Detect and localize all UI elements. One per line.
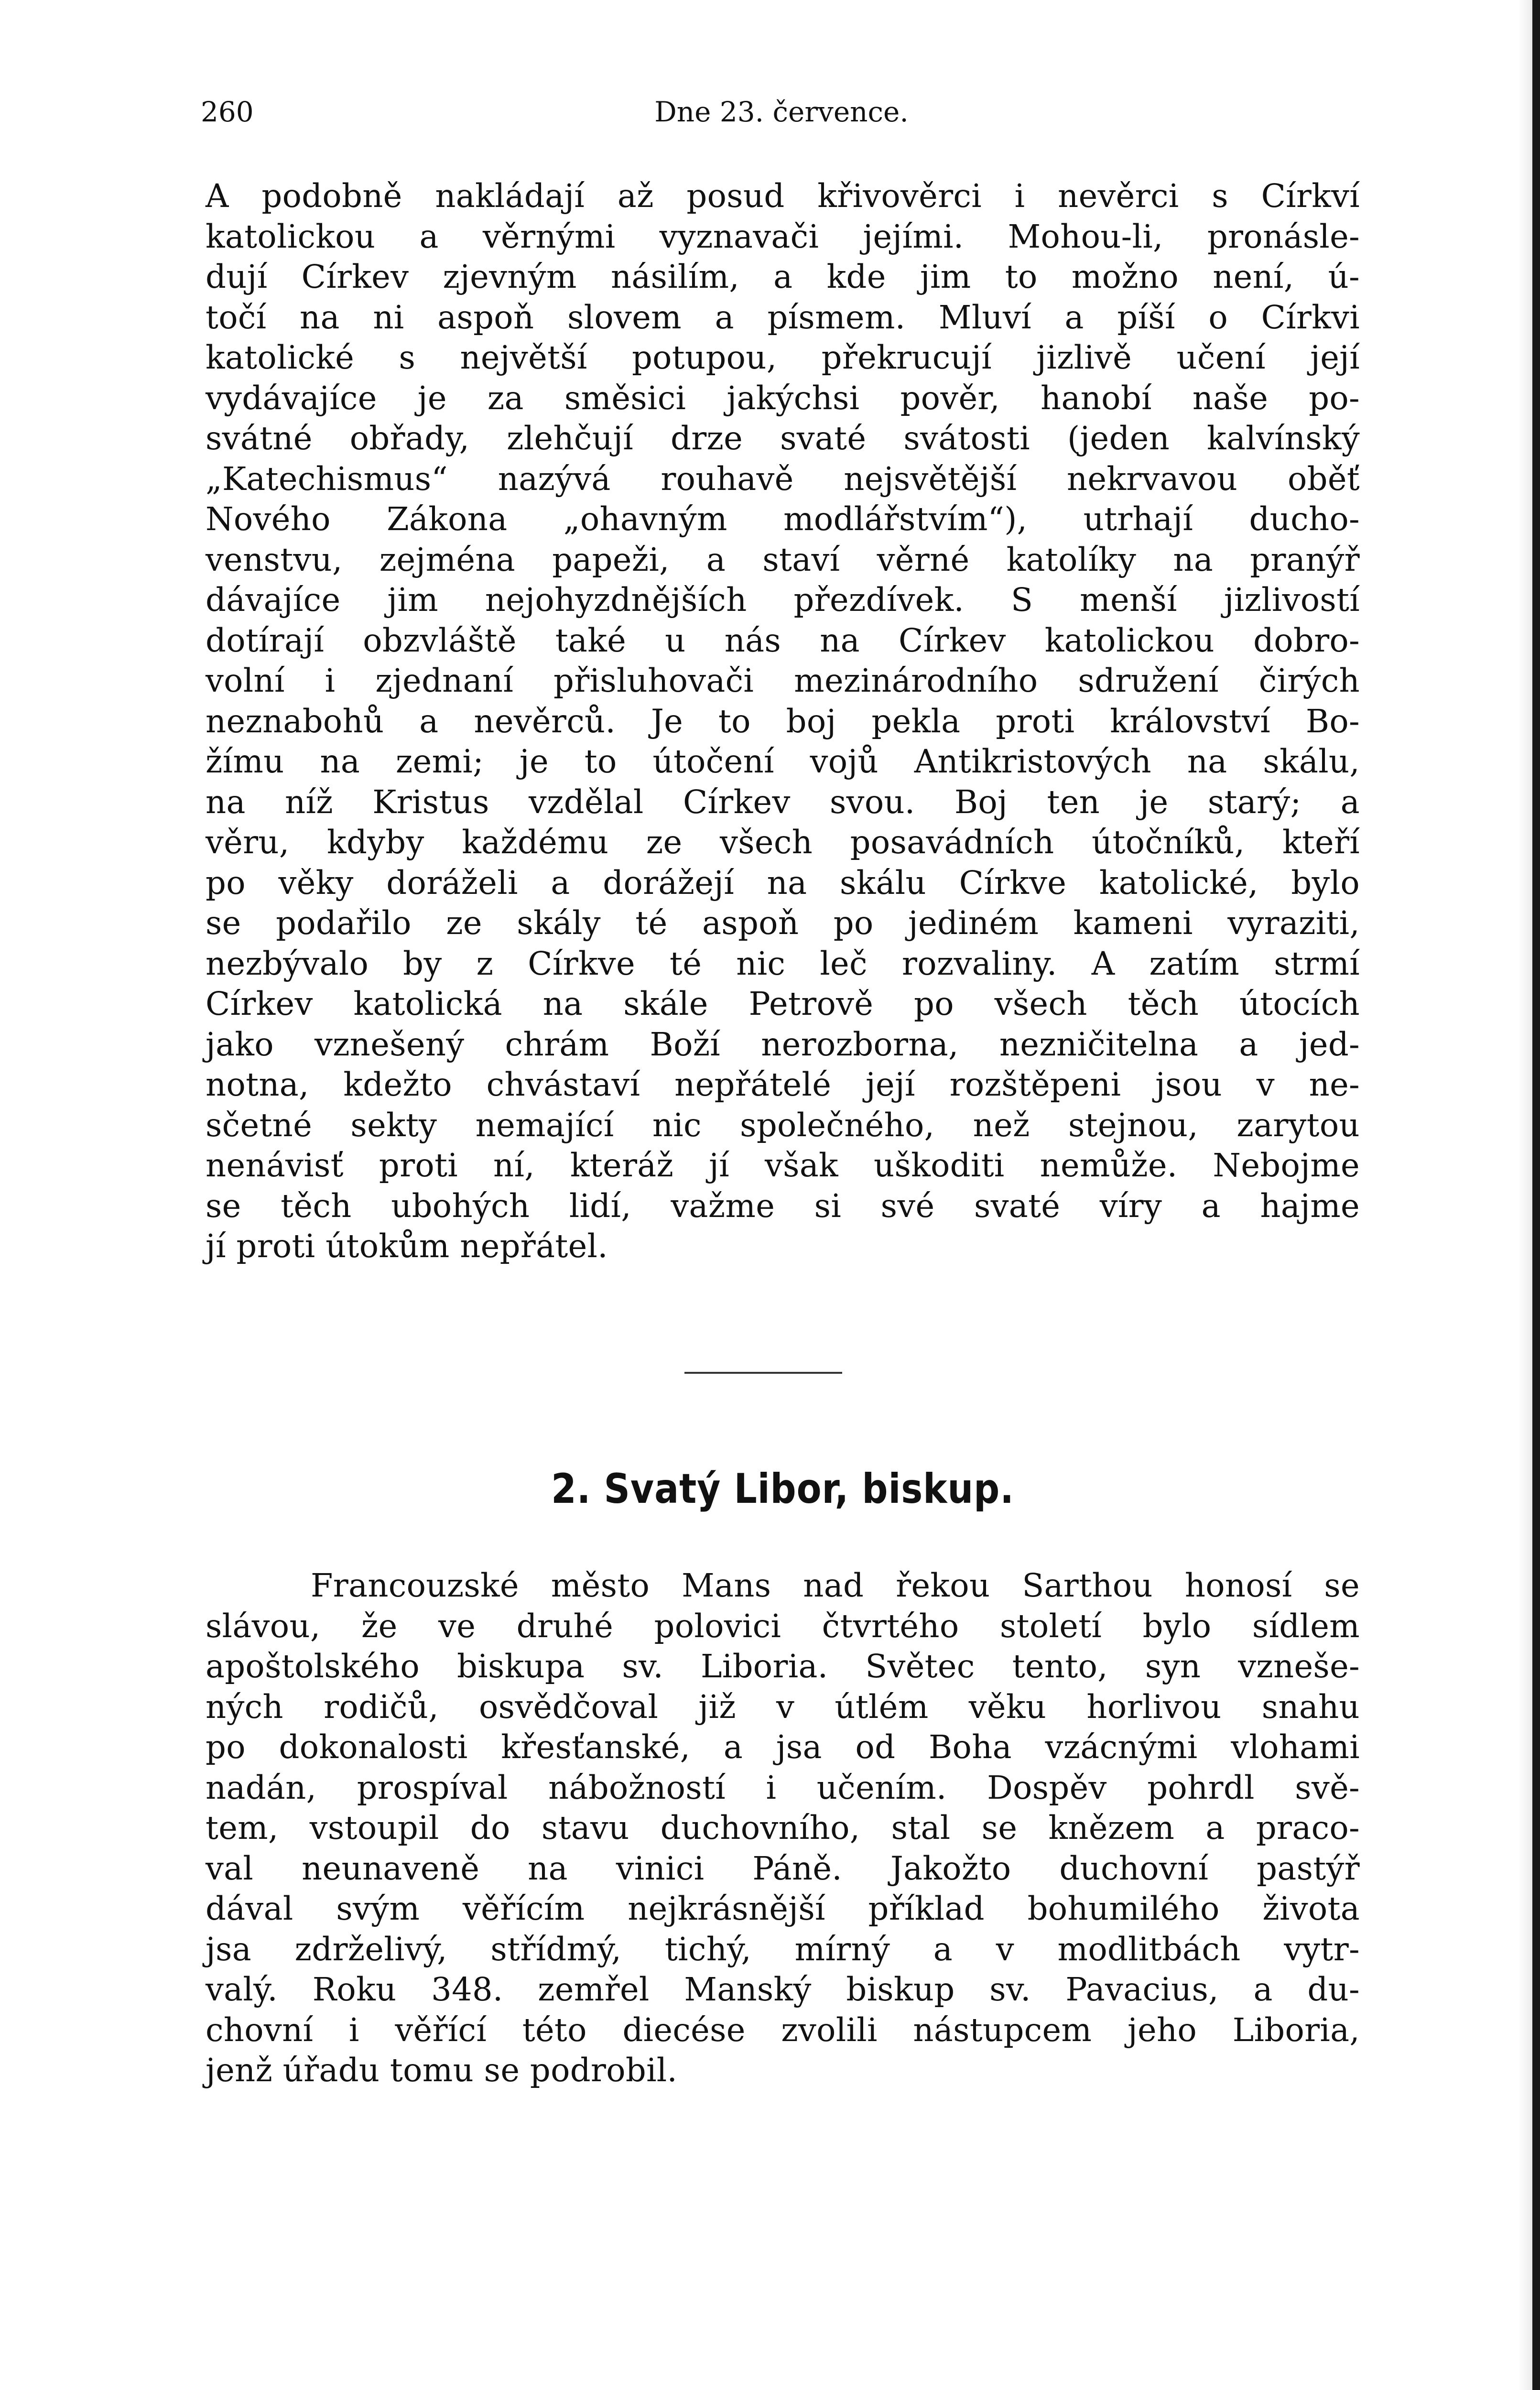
section-title: 2. Svatý Libor, biskup. bbox=[551, 1465, 1014, 1513]
text-line: sčetné sekty nemající nic společného, než stejnou, zarytou bbox=[206, 1106, 1360, 1144]
text-line: slávou, že ve druhé polovici čtvrtého století bylo sídlem bbox=[206, 1607, 1360, 1645]
text-line: věru, kdyby každému ze všech posavádních útočníků, kteří bbox=[206, 824, 1360, 861]
text-line: na níž Kristus vzdělal Církev svou. Boj ten je starý; a bbox=[206, 783, 1360, 821]
text-line: nezbývalo by z Církve té nic leč rozvaliny. A zatím strmí bbox=[206, 945, 1360, 982]
text-line: se těch ubohých lidí, važme si své svaté víry a hajme bbox=[206, 1187, 1360, 1225]
text-line: notna, kdežto chvástaví nepřátelé její rozštěpeni jsou v ne- bbox=[206, 1066, 1360, 1103]
text-line: neznabohů a nevěrců. Je to boj pekla proti království Bo- bbox=[206, 702, 1360, 740]
text-line: jí proti útokům nepřátel. bbox=[206, 1228, 608, 1265]
running-title: Dne 23. července. bbox=[654, 96, 909, 128]
text-line: po věky doráželi a dorážejí na skálu Církve katolické, bylo bbox=[206, 864, 1360, 902]
text-line: volní i zjednaní přisluhovači mezinárodního sdružení čirých bbox=[206, 662, 1360, 699]
running-header bbox=[201, 96, 1362, 139]
text-line: „Katechismus“ nazývá rouhavě nejsvětější nekrvavou oběť bbox=[206, 460, 1360, 498]
text-line: venstvu, zejména papeži, a staví věrné katolíky na pranýř bbox=[206, 541, 1360, 578]
text-line: ných rodičů, osvědčoval již v útlém věku horlivou snahu bbox=[206, 1688, 1360, 1726]
paragraph-saint-libor bbox=[206, 1565, 1360, 2091]
text-line: se podařilo ze skály té aspoň po jediném kameni vyraziti, bbox=[206, 904, 1360, 942]
text-line: Nového Zákona „ohavným modlářstvím“), utrhají ducho- bbox=[206, 500, 1360, 538]
text-line: katolickou a věrnými vyznavači jejími. Mohou-li, pronásle- bbox=[206, 217, 1360, 255]
page-number: 260 bbox=[201, 96, 254, 128]
text-line: nenávisť proti ní, kteráž jí však uškoditi nemůže. Nebojme bbox=[206, 1147, 1360, 1184]
text-line: dávajíce jim nejohyzdnějších přezdívek. S menší jizlivostí bbox=[206, 581, 1360, 619]
text-line: Církev katolická na skále Petrově po všech těch útocích bbox=[206, 985, 1360, 1022]
page-edge-shadow bbox=[1518, 0, 1532, 2390]
text-line: svátné obřady, zlehčují drze svaté svátosti (jeden kalvínský bbox=[206, 420, 1360, 457]
text-line: nadán, prospíval nábožností i učením. Dospěv pohrdl svě- bbox=[206, 1769, 1360, 1806]
text-line: A podobně nakládají až posud křivověrci i nevěrci s Církví bbox=[206, 177, 1360, 215]
text-line: chovní i věřící této diecése zvolili nástupcem jeho Liboria, bbox=[206, 2011, 1360, 2049]
text-line: jenž úřadu tomu se podrobil. bbox=[206, 2052, 678, 2089]
scan-edge bbox=[1532, 0, 1540, 2390]
text-line: Francouzské město Mans nad řekou Sarthou honosí se bbox=[311, 1567, 1360, 1604]
section-divider bbox=[684, 1372, 842, 1374]
text-line: dují Církev zjevným násilím, a kde jim to možno není, ú- bbox=[206, 258, 1360, 295]
text-line: dával svým věřícím nejkrásnější příklad bohumilého života bbox=[206, 1890, 1360, 1927]
text-line: jsa zdrželivý, střídmý, tichý, mírný a v modlitbách vytr- bbox=[206, 1930, 1360, 1968]
text-line: jako vznešený chrám Boží nerozborna, nezničitelna a jed- bbox=[206, 1025, 1360, 1063]
text-line: dotírají obzvláště také u nás na Církev katolickou dobro- bbox=[206, 621, 1360, 659]
text-line: valý. Roku 348. zemřel Manský biskup sv. Pavacius, a du- bbox=[206, 1971, 1360, 2008]
text-line: vydávajíce je za směsici jakýchsi pověr, hanobí naše po- bbox=[206, 379, 1360, 417]
text-line: katolické s největší potupou, překrucují jizlivě učení její bbox=[206, 339, 1360, 376]
text-line: po dokonalosti křesťanské, a jsa od Boha vzácnými vlohami bbox=[206, 1728, 1360, 1766]
text-line: apoštolského biskupa sv. Liboria. Světec tento, syn vzneše- bbox=[206, 1648, 1360, 1685]
text-line: tem, vstoupil do stavu duchovního, stal se knězem a praco- bbox=[206, 1809, 1360, 1847]
text-line: žímu na zemi; je to útočení vojů Antikristových na skálu, bbox=[206, 743, 1360, 780]
text-line: točí na ni aspoň slovem a písmem. Mluví a píší o Církvi bbox=[206, 298, 1360, 336]
text-line: val neunaveně na vinici Páně. Jakožto duchovní pastýř bbox=[206, 1849, 1360, 1887]
paragraph-continuation bbox=[206, 176, 1360, 1267]
